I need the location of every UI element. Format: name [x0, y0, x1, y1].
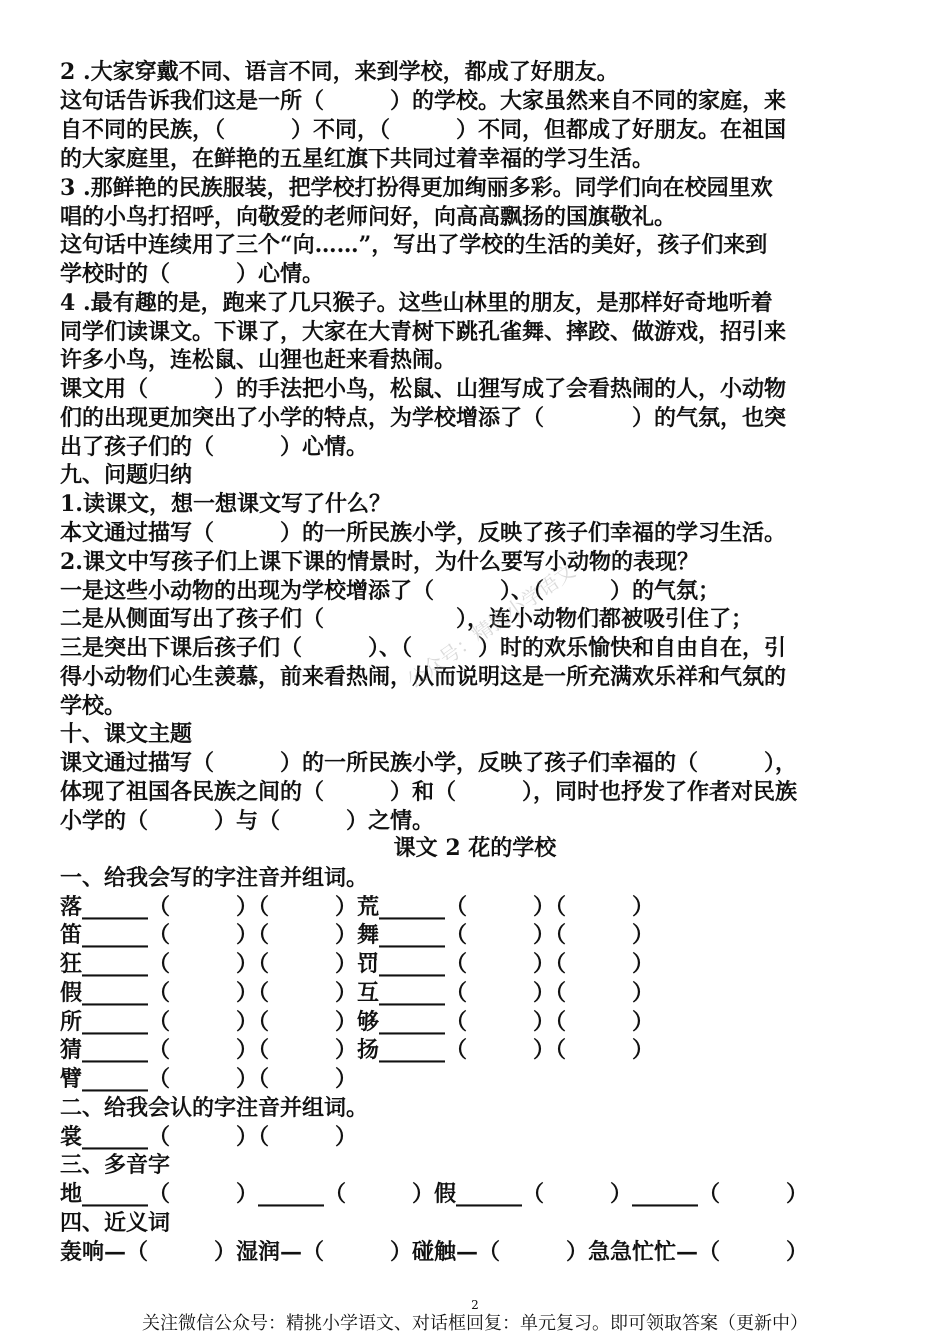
text-line: 同学们读课文。下课了，大家在大青树下跳孔雀舞、摔跤、做游戏，招引来: [60, 319, 787, 345]
exercise-row: 裳______（ ）（ ）: [60, 1124, 358, 1150]
text-line: 一是这些小动物的出现为学校增添了（ ）、（ ）的气氛；: [60, 578, 721, 604]
page-number: 2: [471, 1298, 479, 1312]
exercise-row: 臂______（ ）（ ）: [60, 1066, 358, 1092]
text-line: 3 .那鲜艳的民族服装，把学校打扮得更加绚丽多彩。同学们向在校园里欢: [60, 175, 773, 201]
exercise-row: 落______（ ）（ ）荒______（ ）（ ）: [60, 894, 655, 920]
text-line: 1.读课文，想一想课文写了什么？: [60, 491, 391, 517]
text-line: 本文通过描写（ ）的一所民族小学，反映了孩子们幸福的学习生活。: [60, 520, 787, 546]
exercise-row: 狂______（ ）（ ）罚______（ ）（ ）: [60, 951, 655, 977]
lesson-title: 课文 2 花的学校: [393, 835, 557, 861]
text-line: 学校时的（ ）心情。: [60, 261, 325, 287]
text-line: 小学的（ ）与（ ）之情。: [60, 808, 435, 834]
watermark: 公众号：精挑小学语文: [402, 558, 580, 693]
text-line: 这句话中连续用了三个“向……”，写出了学校的生活的美好，孩子们来到: [60, 232, 768, 258]
text-line: 三是突出下课后孩子们（ ）、（ ）时的欢乐愉快和自由自在，引: [60, 635, 787, 661]
text-line: 这句话告诉我们这是一所（ ）的学校。大家虽然来自不同的家庭，来: [60, 88, 787, 114]
section-heading: 一、给我会写的字注音并组词。: [60, 865, 369, 891]
footer-note: 关注微信公众号：精挑小学语文、对话框回复：单元复习。即可领取答案（更新中）: [142, 1313, 808, 1334]
section-heading: 四、近义词: [60, 1210, 171, 1236]
exercise-row: 所______（ ）（ ）够______（ ）（ ）: [60, 1009, 655, 1035]
text-line: 许多小鸟，连松鼠、山狸也赶来看热闹。: [60, 347, 457, 373]
text-line: 2.课文中写孩子们上课下课的情景时，为什么要写小动物的表现？: [60, 549, 699, 575]
text-line: 二是从侧面写出了孩子们（ ），连小动物们都被吸引住了；: [60, 606, 754, 632]
text-line: 唱的小鸟打招呼，向敬爱的老师问好，向高高飘扬的国旗敬礼。: [60, 204, 677, 230]
text-line: 课文用（ ）的手法把小鸟，松鼠、山狸写成了会看热闹的人，小动物: [60, 376, 787, 402]
exercise-row: 猜______（ ）（ ）扬______（ ）（ ）: [60, 1037, 655, 1063]
text-line: 们的出现更加突出了小学的特点，为学校增添了（ ）的气氛，也突: [60, 405, 787, 431]
exercise-row: 轰响—（ ）湿润—（ ）碰触—（ ）急急忙忙—（ ）: [60, 1239, 809, 1265]
text-line: 4 .最有趣的是，跑来了几只猴子。这些山林里的朋友，是那样好奇地听着: [60, 290, 773, 316]
exercise-row: 假______（ ）（ ）互______（ ）（ ）: [60, 980, 655, 1006]
text-line: 体现了祖国各民族之间的（ ）和（ ），同时也抒发了作者对民族: [60, 779, 798, 805]
text-line: 得小动物们心生羡慕，前来看热闹，从而说明这是一所充满欢乐祥和气氛的: [60, 664, 787, 690]
section-heading: 九、问题归纳: [60, 462, 193, 488]
text-line: 2 .大家穿戴不同、语言不同，来到学校，都成了好朋友。: [60, 59, 619, 85]
section-heading: 十、课文主题: [60, 721, 193, 747]
section-heading: 二、给我会认的字注音并组词。: [60, 1095, 369, 1121]
exercise-row: 地______（ ）______（ ）假______（ ）______（ ）: [60, 1181, 809, 1207]
text-line: 出了孩子们的（ ）心情。: [60, 434, 369, 460]
text-line: 课文通过描写（ ）的一所民族小学，反映了孩子们幸福的（ ），: [60, 750, 798, 776]
exercise-row: 笛______（ ）（ ）舞______（ ）（ ）: [60, 922, 655, 948]
text-line: 的大家庭里，在鲜艳的五星红旗下共同过着幸福的学习生活。: [60, 146, 655, 172]
section-heading: 三、多音字: [60, 1152, 171, 1178]
text-line: 学校。: [60, 693, 127, 719]
text-line: 自不同的民族，（ ）不同，（ ）不同，但都成了好朋友。在祖国: [60, 117, 787, 143]
